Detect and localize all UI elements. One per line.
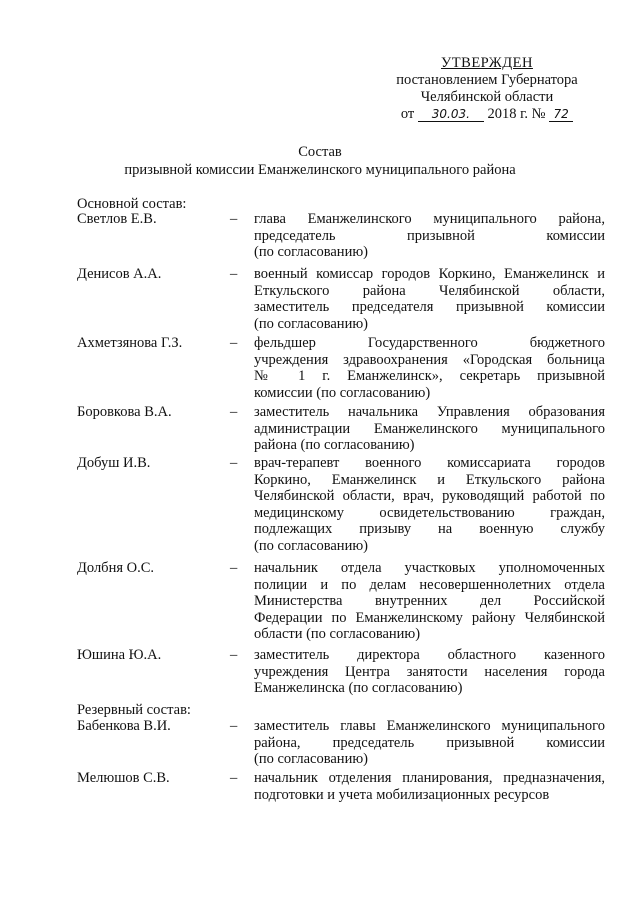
member-name: Светлов Е.В.: [77, 211, 157, 227]
member-description: [254, 211, 605, 261]
approval-date-prefix: от: [400, 106, 415, 122]
approval-year-text: 2018 г. №: [487, 106, 546, 122]
member-dash: –: [230, 647, 238, 663]
main-section-label: Основной состав:: [77, 196, 187, 212]
member-name: Денисов А.А.: [77, 266, 162, 282]
member-dash: –: [230, 266, 238, 282]
member-description-line: подлежащих призыву на военную службу: [254, 521, 605, 537]
member-description-line: врач-терапевт военного комиссариата городов: [254, 455, 605, 471]
member-description-line: района, председатель призывной комиссии: [254, 734, 605, 751]
member-dash: –: [230, 560, 238, 576]
member-description: [254, 560, 605, 643]
member-description-line: военный комиссар городов Коркино, Еманжелинск и: [254, 266, 605, 282]
member-dash: –: [230, 404, 238, 420]
approval-line-2: Челябинской области: [420, 89, 554, 105]
member-description: [254, 335, 605, 401]
member-description: [254, 647, 605, 697]
member-description: [254, 455, 605, 554]
approval-title: УТВЕРЖДЕН: [441, 55, 533, 71]
member-description-line: № 1 г. Еманжелинск», секретарь призывной: [254, 368, 605, 384]
member-description-line: медицинскому освидетельствованию граждан,: [254, 504, 605, 521]
member-description-line: заместитель председателя призывной комиссии: [254, 299, 605, 315]
heading-title: Состав: [298, 144, 342, 160]
member-name: Добуш И.В.: [77, 455, 151, 471]
member-description: [254, 770, 605, 803]
member-description-line: фельдшер Государственного бюджетного: [254, 335, 605, 351]
member-dash: –: [230, 718, 238, 734]
member-description-line: района (по согласованию): [254, 437, 415, 453]
member-dash: –: [230, 335, 238, 351]
member-description: [254, 404, 605, 454]
member-description-line: полиции и по делам несовершеннолетних отдела: [254, 576, 605, 593]
approval-date-line: [372, 106, 602, 123]
approval-date-value: 30.03.: [418, 107, 484, 122]
member-description-line: Челябинской области, врач, руководящий работой по: [254, 488, 605, 504]
approval-line-1: постановлением Губернатора: [396, 72, 578, 88]
document-heading: [0, 143, 640, 179]
member-description-line: учреждения здравоохранения «Городская больница: [254, 351, 605, 368]
member-description-line: области (по согласованию): [254, 626, 421, 642]
member-description-line: председатель призывной комиссии: [254, 227, 605, 244]
member-name: Ахметзянова Г.З.: [77, 335, 183, 351]
member-description-line: глава Еманжелинского муниципального района,: [254, 211, 605, 227]
member-description-line: Еманжелинска (по согласованию): [254, 680, 463, 696]
member-description-line: начальник отделения планирования, предназначения,: [254, 770, 605, 786]
member-description: [254, 718, 605, 768]
member-dash: –: [230, 770, 238, 786]
member-description-line: Коркино, Еманжелинск и Еткульского района: [254, 471, 605, 488]
member-description-line: начальник отдела участковых уполномоченных: [254, 560, 605, 576]
member-description-line: (по согласованию): [254, 244, 368, 260]
member-description-line: администрации Еманжелинского муниципального: [254, 420, 605, 437]
reserve-section-label: Резервный состав:: [77, 702, 191, 718]
member-description-line: заместитель начальника Управления образования: [254, 404, 605, 420]
member-description-line: Федерации по Еманжелинскому району Челябинской: [254, 609, 605, 626]
member-description-line: комиссии (по согласованию): [254, 384, 431, 401]
member-dash: –: [230, 211, 238, 227]
member-name: Мелюшов С.В.: [77, 770, 170, 786]
member-dash: –: [230, 455, 238, 471]
member-name: Долбня О.С.: [77, 560, 155, 576]
member-description-line: подготовки и учета мобилизационных ресурсов: [254, 786, 550, 803]
member-description-line: (по согласованию): [254, 315, 368, 332]
member-name: Юшина Ю.А.: [77, 647, 162, 663]
member-description-line: учреждения Центра занятости населения города: [254, 663, 605, 680]
member-description: [254, 266, 605, 332]
member-description-line: заместитель директора областного казенного: [254, 647, 605, 663]
approval-block: [372, 55, 602, 123]
member-description-line: заместитель главы Еманжелинского муниципального: [254, 718, 605, 734]
member-description-line: (по согласованию): [254, 751, 368, 767]
member-name: Боровкова В.А.: [77, 404, 172, 420]
member-description-line: (по согласованию): [254, 537, 368, 554]
member-name: Бабенкова В.И.: [77, 718, 171, 734]
heading-subtitle: призывной комиссии Еманжелинского муниципального района: [124, 162, 516, 178]
member-description-line: Еткульского района Челябинской области,: [254, 282, 605, 299]
member-description-line: Министерства внутренних дел Российской: [254, 593, 605, 609]
approval-number-value: 72: [549, 107, 573, 122]
